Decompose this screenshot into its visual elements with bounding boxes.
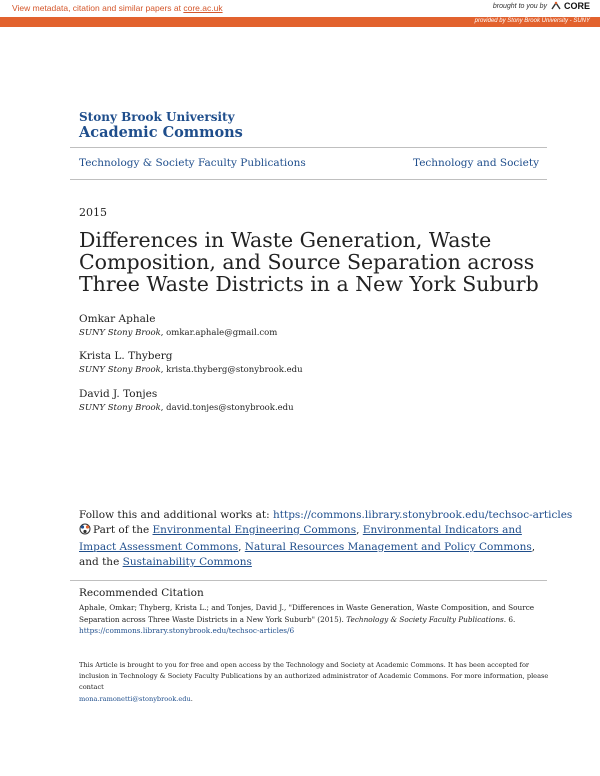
breadcrumb-collection-link[interactable]: Technology & Society Faculty Publications xyxy=(79,157,306,169)
citation-url-link[interactable]: https://commons.library.stonybrook.edu/techsoc-articles/6 xyxy=(79,626,295,635)
commons-link-sustainability[interactable]: Sustainability Commons xyxy=(122,556,252,568)
follow-url-link[interactable]: https://commons.library.stonybrook.edu/techsoc-articles xyxy=(273,509,573,521)
brought-by-text: brought to you by xyxy=(492,2,547,10)
publication-year: 2015 xyxy=(79,206,107,219)
author-email: , omkar.aphale@gmail.com xyxy=(160,328,278,338)
commons-link-environmental-indicators[interactable]: Environmental Indicators and Impact Assessment Commons xyxy=(79,524,522,553)
core-label: CORE xyxy=(563,1,590,11)
commons-link-natural-resources[interactable]: Natural Resources Management and Policy Commons xyxy=(244,541,532,553)
part-of-commons xyxy=(79,523,549,570)
contact-email-link[interactable]: mona.ramonetti@stonybrook.edu xyxy=(79,694,191,703)
separator: , and the xyxy=(79,541,536,568)
author-email: , krista.thyberg@stonybrook.edu xyxy=(160,365,303,375)
divider-citation xyxy=(70,580,547,581)
provided-by-text: provided by Stony Brook University - SUNY xyxy=(474,18,590,24)
core-logo-icon xyxy=(550,1,562,11)
core-brand xyxy=(493,1,590,11)
breadcrumb-department-link[interactable]: Technology and Society xyxy=(413,157,539,169)
notice-text: This Article is brought to you for free and open access by the Technology and Society at Academic Commons. It has been accepted for inclusion in Technology & Society Faculty Publications by an authorized administrator of Academic Commons. For more information, please contact xyxy=(79,661,549,692)
author-affiliation xyxy=(79,365,303,375)
author-name: David J. Tonjes xyxy=(79,388,158,400)
author-block xyxy=(79,350,303,375)
core-link[interactable]: core.ac.uk xyxy=(183,3,223,13)
commons-link-environmental-engineering[interactable]: Environmental Engineering Commons xyxy=(152,524,357,536)
author-affiliation xyxy=(79,328,277,338)
notice-end: . xyxy=(190,694,193,703)
core-metadata-label: View metadata, citation and similar papers at xyxy=(12,3,181,13)
divider-top xyxy=(70,147,547,148)
institution-header xyxy=(79,110,243,141)
divider-bottom xyxy=(70,179,547,180)
core-banner xyxy=(0,0,600,17)
citation-text: Aphale, Omkar; Thyberg, Krista L.; and Tonjes, David J., "Differences in Waste Generation, Waste Composition, and Source Separation across Three Waste Districts in a New York Suburb" (2015). xyxy=(79,603,535,624)
affiliation-institution: SUNY Stony Brook xyxy=(79,328,161,338)
network-icon xyxy=(79,523,91,540)
citation-journal: Technology & Society Faculty Publications xyxy=(346,614,504,624)
separator: , xyxy=(238,541,245,553)
recommended-citation-heading: Recommended Citation xyxy=(79,587,204,599)
author-name: Krista L. Thyberg xyxy=(79,350,173,362)
follow-label: Follow this and additional works at: xyxy=(79,509,273,521)
access-notice xyxy=(79,660,549,705)
recommended-citation xyxy=(79,602,549,637)
author-email: , david.tonjes@stonybrook.edu xyxy=(160,403,294,413)
separator: , xyxy=(356,524,363,536)
author-block xyxy=(79,388,294,413)
affiliation-institution: SUNY Stony Brook xyxy=(79,365,161,375)
author-affiliation xyxy=(79,403,294,413)
affiliation-institution: SUNY Stony Brook xyxy=(79,403,161,413)
repository-name[interactable]: Academic Commons xyxy=(79,124,243,141)
citation-suffix: . 6. xyxy=(503,614,516,624)
core-metadata-text xyxy=(12,3,223,13)
part-of-label: Part of the xyxy=(93,524,153,536)
core-logo[interactable] xyxy=(550,1,590,11)
follow-works xyxy=(79,509,572,521)
author-name: Omkar Aphale xyxy=(79,313,156,325)
paper-title: Differences in Waste Generation, Waste Composition, and Source Separation across Three Waste Districts in a New York Suburb xyxy=(79,228,539,296)
core-provider-bar xyxy=(0,17,600,27)
breadcrumb xyxy=(79,157,539,169)
university-name[interactable]: Stony Brook University xyxy=(79,110,235,124)
author-block xyxy=(79,313,277,338)
